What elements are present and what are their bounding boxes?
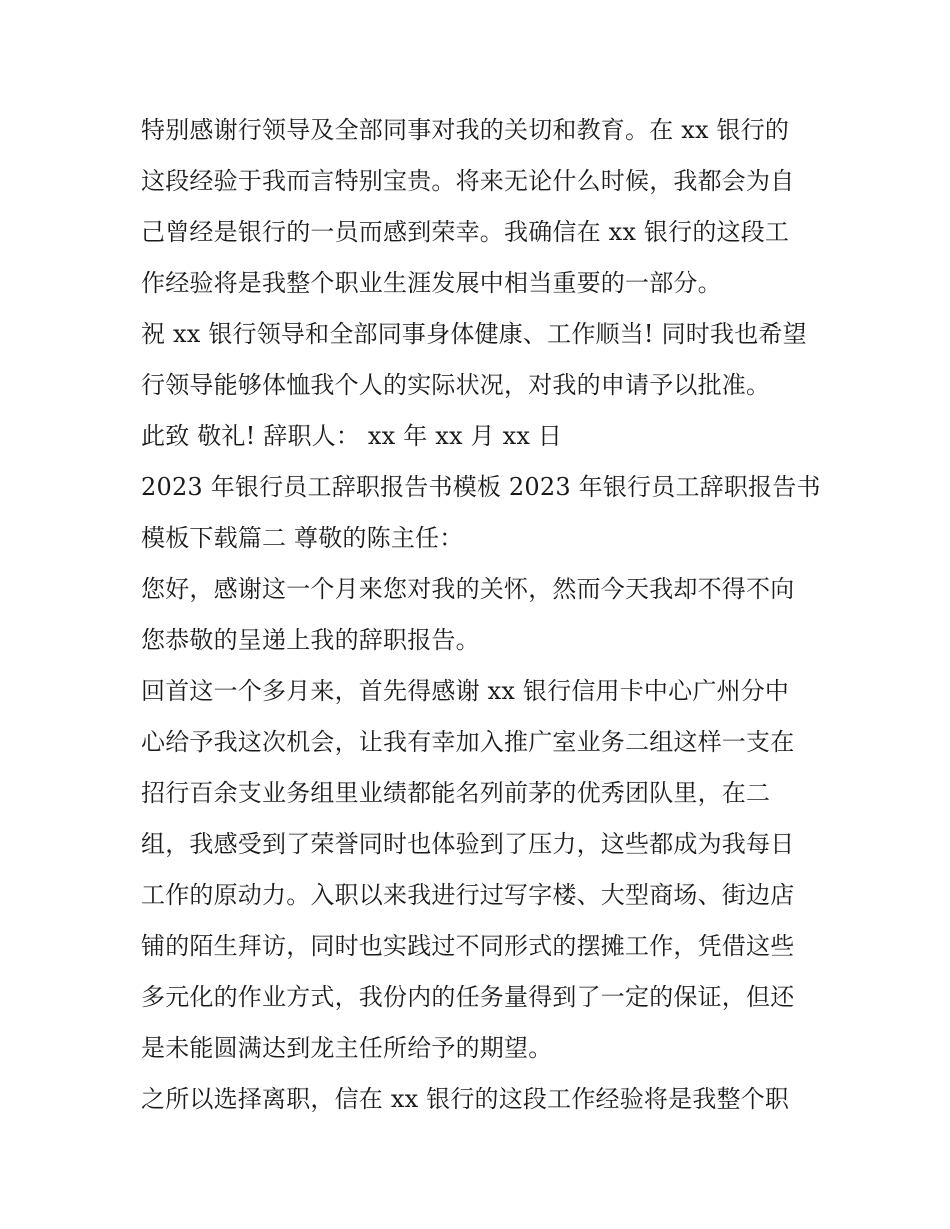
text-line: 作经验将是我整个职业生涯发展中相当重要的一部分。 [141,269,722,297]
text-line: 特别感谢行领导及全部同事对我的关切和教育。在 xx 银行的 [141,116,790,144]
text-line: 组，我感受到了荣誉同时也体验到了压力，这些都成为我每日 [141,830,795,858]
text-line: 模板下载篇二 尊敬的陈主任： [141,524,464,552]
text-line: 之所以选择离职，信在 xx 银行的这段工作经验将是我整个职 [141,1085,790,1113]
text-line: 此致 敬礼! 辞职人： xx 年 xx 月 xx 日 [141,422,563,450]
text-line: 铺的陌生拜访，同时也实践过不同形式的摆摊工作，凭借这些 [141,932,795,960]
text-line: 祝 xx 银行领导和全部同事身体健康、工作顺当! 同时我也希望 [141,320,807,348]
text-line: 是未能圆满达到龙主任所给予的期望。 [141,1034,553,1062]
text-line: 您恭敬的呈递上我的辞职报告。 [141,626,480,654]
text-line: 招行百余支业务组里业绩都能名列前茅的优秀团队里，在二 [141,779,771,807]
text-line: 您好，感谢这一个月来您对我的关怀，然而今天我却不得不向 [141,575,795,603]
text-line: 心给予我这次机会，让我有幸加入推广室业务二组这样一支在 [141,728,795,756]
text-line: 多元化的作业方式，我份内的任务量得到了一定的保证，但还 [141,983,795,1011]
text-line: 这段经验于我而言特别宝贵。将来无论什么时候，我都会为自 [141,167,795,195]
text-line: 工作的原动力。入职以来我进行过写字楼、大型商场、街边店 [141,881,795,909]
text-line: 回首这一个多月来，首先得感谢 xx 银行信用卡中心广州分中 [141,677,790,705]
text-line: 行领导能够体恤我个人的实际状况，对我的申请予以批准。 [141,371,771,399]
text-line: 己曾经是银行的一员而感到荣幸。我确信在 xx 银行的这段工 [141,218,790,246]
document-body [141,105,831,1125]
text-line: 2023 年银行员工辞职报告书模板 2023 年银行员工辞职报告书 [141,473,821,501]
